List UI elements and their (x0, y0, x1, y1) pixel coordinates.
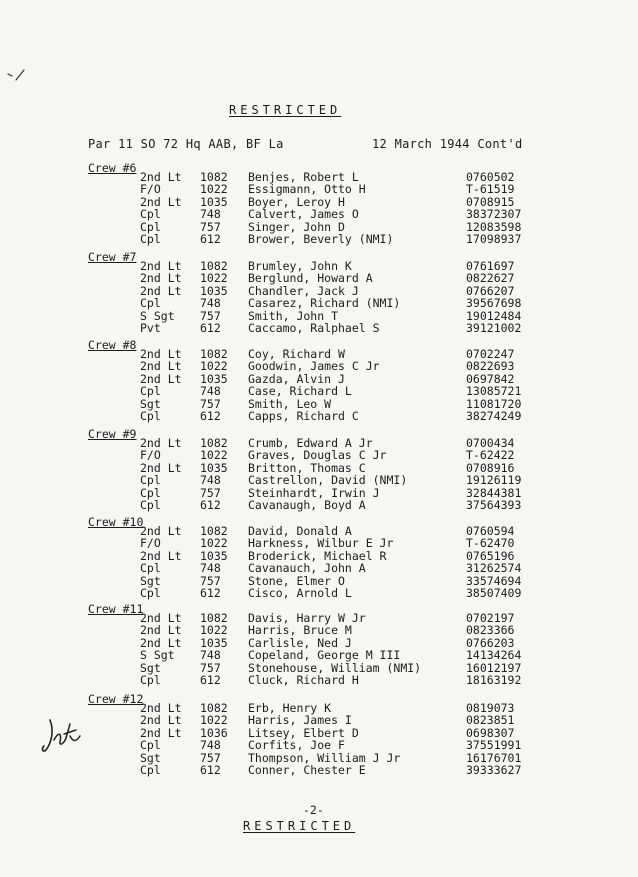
member-serial-number: T-62422 (466, 448, 515, 463)
crew-member-row (0, 751, 638, 764)
crew-member-row (0, 296, 638, 309)
crew-member-row (0, 524, 638, 537)
member-name: Davis, Harry W Jr (248, 611, 366, 625)
member-serial-number: 16176701 (466, 750, 522, 765)
member-rank: Cpl (140, 296, 161, 311)
crew-member-row (0, 738, 638, 751)
member-mos-code: 1036 (200, 725, 228, 740)
member-serial-number: 37564393 (466, 498, 522, 512)
member-mos-code: 757 (200, 485, 221, 500)
member-rank: 2nd Lt (140, 460, 182, 475)
crew-member-row (0, 195, 638, 208)
crew-member-row (0, 397, 638, 410)
member-mos-code: 1035 (200, 635, 228, 650)
restricted-header: RESTRICTED (229, 103, 342, 117)
member-rank: 2nd Lt (140, 170, 182, 184)
member-serial-number: 0823851 (466, 713, 515, 728)
crew-label: Crew #12 (88, 692, 144, 706)
member-mos-code: 757 (200, 573, 221, 588)
member-name: Steinhardt, Irwin J (248, 485, 380, 500)
crew-member-row (0, 636, 638, 649)
member-mos-code: 757 (200, 308, 221, 323)
member-serial-number: 33574694 (466, 573, 522, 588)
member-name: Brower, Beverly (NMI) (248, 232, 394, 246)
crew-member-row (0, 259, 638, 272)
member-rank: 2nd Lt (140, 436, 182, 450)
crew-member-row (0, 623, 638, 636)
member-mos-code: 748 (200, 473, 221, 488)
member-name: Calvert, James O (248, 207, 359, 222)
member-serial-number: 0766203 (466, 635, 515, 650)
member-serial-number: 38372307 (466, 207, 522, 222)
member-mos-code: 612 (200, 498, 221, 512)
member-serial-number: 0822693 (466, 359, 515, 374)
document-date: 12 March 1944 Cont'd (372, 137, 523, 151)
crew-member-row (0, 536, 638, 549)
member-serial-number: 38507409 (466, 586, 522, 600)
crew-member-row (0, 384, 638, 397)
crew-member-row (0, 461, 638, 474)
member-name: Carlisle, Ned J (248, 635, 352, 650)
member-rank: S Sgt (140, 308, 175, 323)
restricted-footer: RESTRICTED (243, 819, 356, 833)
member-rank: Cpl (140, 207, 161, 222)
member-serial-number: T-61519 (466, 182, 515, 197)
member-mos-code: 612 (200, 321, 221, 335)
member-rank: 2nd Lt (140, 701, 182, 715)
crew-label: Crew #9 (88, 427, 137, 441)
member-rank: F/O (140, 536, 161, 551)
member-mos-code: 1082 (200, 524, 228, 538)
handwritten-initials-mark (40, 716, 84, 756)
member-rank: Cpl (140, 561, 161, 576)
member-serial-number: 31262574 (466, 561, 522, 576)
member-name: Britton, Thomas C (248, 460, 366, 475)
member-mos-code: 748 (200, 561, 221, 576)
member-serial-number: T-62470 (466, 536, 515, 551)
member-rank: S Sgt (140, 648, 175, 663)
member-rank: Cpl (140, 219, 161, 234)
member-name: Crumb, Edward A Jr (248, 436, 373, 450)
page-number: -2- (303, 803, 324, 817)
crew-member-row (0, 220, 638, 233)
member-mos-code: 1082 (200, 259, 228, 273)
member-serial-number: 13085721 (466, 384, 522, 399)
member-name: Stone, Elmer O (248, 573, 345, 588)
member-name: Cavanaugh, Boyd A (248, 498, 366, 512)
member-serial-number: 0708916 (466, 460, 515, 475)
member-name: Chandler, Jack J (248, 283, 359, 298)
member-serial-number: 0698307 (466, 725, 515, 740)
member-mos-code: 1082 (200, 347, 228, 361)
member-rank: 2nd Lt (140, 347, 182, 361)
member-serial-number: 0702247 (466, 347, 515, 361)
member-rank: Cpl (140, 485, 161, 500)
member-name: Litsey, Elbert D (248, 725, 359, 740)
member-mos-code: 1035 (200, 194, 228, 209)
crew-member-row (0, 648, 638, 661)
crew-label: Crew #10 (88, 515, 144, 529)
member-name: Broderick, Michael R (248, 548, 387, 563)
member-name: Castrellon, David (NMI) (248, 473, 408, 488)
member-name: Graves, Douglas C Jr (248, 448, 387, 463)
crew-member-row (0, 448, 638, 461)
member-name: Singer, John D (248, 219, 345, 234)
member-serial-number: 0697842 (466, 371, 515, 386)
member-rank: 2nd Lt (140, 623, 182, 638)
stray-pen-mark (6, 68, 28, 82)
member-serial-number: 0823366 (466, 623, 515, 638)
member-serial-number: 0766207 (466, 283, 515, 298)
member-serial-number: 32844381 (466, 485, 522, 500)
member-serial-number: 0761697 (466, 259, 515, 273)
member-name: Stonehouse, William (NMI) (248, 660, 422, 675)
member-serial-number: 18163192 (466, 673, 522, 687)
member-name: Capps, Richard C (248, 409, 359, 423)
crew-member-row (0, 372, 638, 385)
crew-member-row (0, 611, 638, 624)
member-name: Cluck, Richard H (248, 673, 359, 687)
crew-member-row (0, 284, 638, 297)
member-name: Erb, Henry K (248, 701, 332, 715)
member-serial-number: 0765196 (466, 548, 515, 563)
member-rank: 2nd Lt (140, 725, 182, 740)
member-mos-code: 612 (200, 409, 221, 423)
crew-member-row (0, 726, 638, 739)
member-serial-number: 39567698 (466, 296, 522, 311)
crew-label: Crew #7 (88, 250, 137, 264)
member-rank: Sgt (140, 660, 161, 675)
member-mos-code: 757 (200, 660, 221, 675)
member-serial-number: 12083598 (466, 219, 522, 234)
member-rank: Cpl (140, 763, 161, 777)
member-serial-number: 11081720 (466, 396, 522, 411)
crew-member-row (0, 309, 638, 322)
member-name: Smith, Leo W (248, 396, 332, 411)
member-mos-code: 1022 (200, 182, 228, 197)
member-serial-number: 0760502 (466, 170, 515, 184)
member-rank: 2nd Lt (140, 371, 182, 386)
member-rank: Sgt (140, 396, 161, 411)
member-mos-code: 612 (200, 673, 221, 687)
crew-member-row (0, 574, 638, 587)
member-mos-code: 612 (200, 763, 221, 777)
member-name: Berglund, Howard A (248, 271, 373, 286)
member-name: Conner, Chester E (248, 763, 366, 777)
member-name: Boyer, Leroy H (248, 194, 345, 209)
member-rank: Cpl (140, 498, 161, 512)
member-name: Caccamo, Ralphael S (248, 321, 380, 335)
member-rank: Cpl (140, 586, 161, 600)
crew-member-row (0, 409, 638, 422)
crew-member-row (0, 182, 638, 195)
member-mos-code: 1022 (200, 536, 228, 551)
crew-member-row (0, 586, 638, 599)
member-rank: 2nd Lt (140, 359, 182, 374)
member-mos-code: 748 (200, 384, 221, 399)
crew-member-row (0, 498, 638, 511)
member-rank: 2nd Lt (140, 611, 182, 625)
member-name: Benjes, Robert L (248, 170, 359, 184)
crew-member-row (0, 673, 638, 686)
member-name: Goodwin, James C Jr (248, 359, 380, 374)
member-rank: F/O (140, 182, 161, 197)
member-mos-code: 612 (200, 586, 221, 600)
crew-member-row (0, 359, 638, 372)
member-name: Smith, John T (248, 308, 339, 323)
member-name: Copeland, George M III (248, 648, 401, 663)
member-rank: 2nd Lt (140, 713, 182, 728)
member-serial-number: 39121002 (466, 321, 522, 335)
member-mos-code: 1082 (200, 170, 228, 184)
member-rank: Cpl (140, 673, 161, 687)
member-rank: Sgt (140, 573, 161, 588)
member-mos-code: 1082 (200, 611, 228, 625)
member-mos-code: 757 (200, 750, 221, 765)
member-mos-code: 1022 (200, 271, 228, 286)
member-rank: 2nd Lt (140, 283, 182, 298)
member-serial-number: 39333627 (466, 763, 522, 777)
member-mos-code: 748 (200, 207, 221, 222)
crew-member-row (0, 549, 638, 562)
member-mos-code: 1082 (200, 701, 228, 715)
member-name: Coy, Richard W (248, 347, 345, 361)
member-serial-number: 0708915 (466, 194, 515, 209)
member-name: Cavanauch, John A (248, 561, 366, 576)
member-mos-code: 1035 (200, 371, 228, 386)
member-mos-code: 1035 (200, 548, 228, 563)
member-name: David, Donald A (248, 524, 352, 538)
member-name: Harris, Bruce M (248, 623, 352, 638)
crew-member-row (0, 232, 638, 245)
crew-member-row (0, 763, 638, 776)
member-mos-code: 1022 (200, 359, 228, 374)
crew-member-row (0, 713, 638, 726)
crew-member-row (0, 321, 638, 334)
member-serial-number: 16012197 (466, 660, 522, 675)
crew-member-row (0, 486, 638, 499)
member-mos-code: 612 (200, 232, 221, 246)
crew-label: Crew #6 (88, 161, 137, 175)
member-name: Casarez, Richard (NMI) (248, 296, 401, 311)
crew-member-row (0, 701, 638, 714)
member-name: Thompson, William J Jr (248, 750, 401, 765)
member-mos-code: 748 (200, 738, 221, 753)
crew-member-row (0, 561, 638, 574)
crew-member-row (0, 170, 638, 183)
member-rank: F/O (140, 448, 161, 463)
member-rank: Cpl (140, 738, 161, 753)
member-name: Case, Richard L (248, 384, 352, 399)
member-rank: 2nd Lt (140, 524, 182, 538)
member-name: Essigmann, Otto H (248, 182, 366, 197)
member-name: Harris, James I (248, 713, 352, 728)
member-rank: 2nd Lt (140, 548, 182, 563)
member-rank: Cpl (140, 473, 161, 488)
member-mos-code: 757 (200, 219, 221, 234)
member-serial-number: 0822627 (466, 271, 515, 286)
member-rank: Sgt (140, 750, 161, 765)
member-serial-number: 0760594 (466, 524, 515, 538)
member-serial-number: 0702197 (466, 611, 515, 625)
member-rank: Cpl (140, 409, 161, 423)
member-name: Cisco, Arnold L (248, 586, 352, 600)
member-serial-number: 38274249 (466, 409, 522, 423)
member-rank: 2nd Lt (140, 259, 182, 273)
member-serial-number: 14134264 (466, 648, 522, 663)
member-rank: Cpl (140, 232, 161, 246)
crew-member-row (0, 271, 638, 284)
member-mos-code: 1022 (200, 713, 228, 728)
crew-member-row (0, 207, 638, 220)
member-rank: 2nd Lt (140, 635, 182, 650)
member-serial-number: 37551991 (466, 738, 522, 753)
member-rank: 2nd Lt (140, 194, 182, 209)
member-serial-number: 0819073 (466, 701, 515, 715)
crew-label: Crew #11 (88, 602, 144, 616)
member-mos-code: 1035 (200, 460, 228, 475)
member-serial-number: 17098937 (466, 232, 522, 246)
member-mos-code: 757 (200, 396, 221, 411)
member-serial-number: 19126119 (466, 473, 522, 488)
member-name: Harkness, Wilbur E Jr (248, 536, 394, 551)
crew-member-row (0, 347, 638, 360)
member-name: Gazda, Alvin J (248, 371, 345, 386)
crew-label: Crew #8 (88, 338, 137, 352)
member-name: Brumley, John K (248, 259, 352, 273)
member-rank: Pvt (140, 321, 161, 335)
member-mos-code: 1022 (200, 623, 228, 638)
member-rank: 2nd Lt (140, 271, 182, 286)
member-mos-code: 748 (200, 296, 221, 311)
member-mos-code: 748 (200, 648, 221, 663)
member-serial-number: 19012484 (466, 308, 522, 323)
member-serial-number: 0700434 (466, 436, 515, 450)
member-mos-code: 1082 (200, 436, 228, 450)
orders-reference: Par 11 SO 72 Hq AAB, BF La (88, 137, 284, 151)
member-name: Corfits, Joe F (248, 738, 345, 753)
crew-member-row (0, 473, 638, 486)
member-mos-code: 1022 (200, 448, 228, 463)
crew-member-row (0, 436, 638, 449)
member-rank: Cpl (140, 384, 161, 399)
crew-member-row (0, 661, 638, 674)
member-mos-code: 1035 (200, 283, 228, 298)
